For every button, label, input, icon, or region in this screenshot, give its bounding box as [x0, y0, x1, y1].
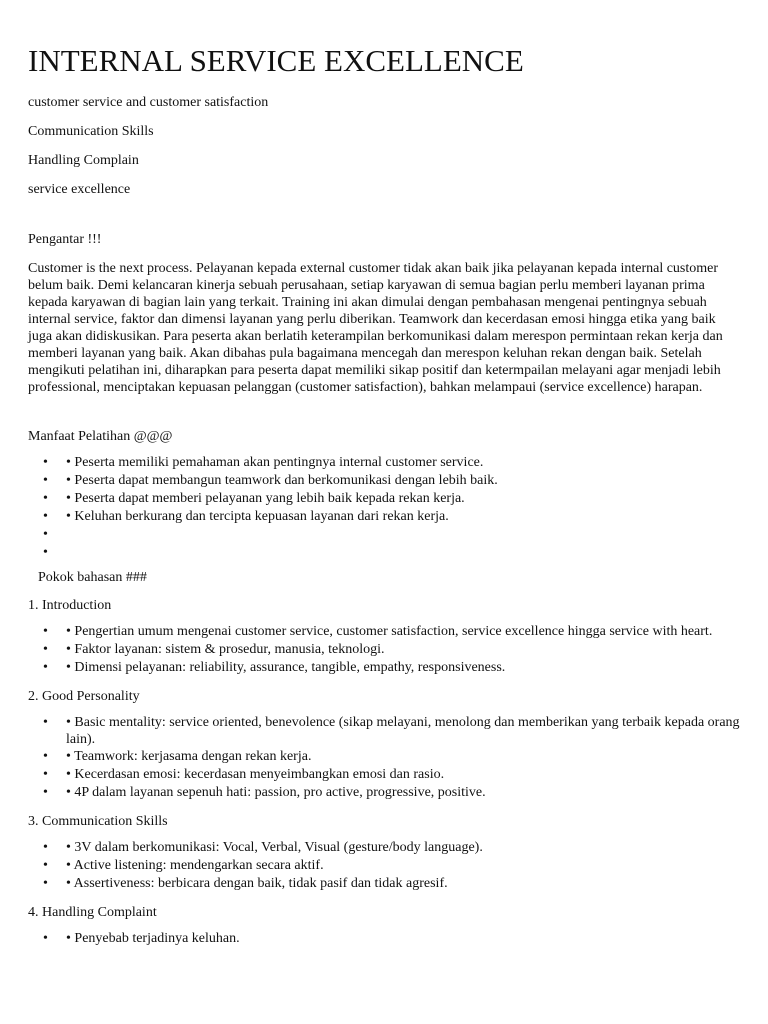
list-item	[28, 472, 740, 490]
bullet-icon: •	[43, 876, 48, 891]
section-title-communication-skills: 3. Communication Skills	[28, 814, 168, 829]
list-item	[28, 784, 740, 802]
list-item	[28, 526, 740, 544]
list-item	[28, 748, 740, 766]
list-item-text: • Assertiveness: berbicara dengan baik, tidak pasif dan tidak agresif.	[66, 876, 448, 891]
intro-heading: Pengantar !!!	[28, 232, 102, 247]
manfaat-heading: Manfaat Pelatihan @@@	[28, 429, 173, 444]
bullet-icon: •	[43, 624, 48, 639]
list-item-text: • Pengertian umum mengenai customer service, customer satisfaction, service excellence hingga service with heart.	[66, 624, 713, 639]
section-title-introduction: 1. Introduction	[28, 598, 112, 613]
list-item	[28, 641, 740, 659]
bullet-icon: •	[43, 715, 48, 730]
section-list-good-personality	[28, 714, 740, 802]
manfaat-list	[28, 454, 740, 562]
list-item	[28, 623, 740, 641]
bullet-icon: •	[43, 660, 48, 675]
list-item	[28, 857, 740, 875]
bullet-icon: •	[43, 642, 48, 657]
list-item-text: • 4P dalam layanan sepenuh hati: passion, pro active, progressive, positive.	[66, 785, 486, 800]
bullet-icon: •	[43, 491, 48, 506]
list-item	[28, 544, 740, 562]
intro-paragraph: Customer is the next process. Pelayanan kepada external customer tidak akan baik jika pelayanan kepada internal customer belum baik. Demi kelancaran kinerja sebuah perusahaan, setiap karyawan di semua bagian perlu memberi layanan prima kepada karyawan di bagian lain yang terkait. Training ini akan dimulai dengan pembahasan mengenai pentingnya sebuah internal service, faktor dan dimensi layanan yang perlu diberikan. Teamwork dan kecerdasan emosi hingga etika yang baik juga akan didiskusikan. Para peserta akan berlatih keterampilan berkomunikasi dalam merespon permintaan rekan kerja dan memberi layanan yang baik. Akan dibahas pula bagaimana mencegah dan merespon keluhan rekan dengan baik. Setelah mengikuti pelatihan ini, diharapkan para peserta dapat memiliki sikap positif dan ketermpailan melayani agar menjadi lebih professional, menciptakan kepuasan pelanggan (customer satisfaction), bahkan melampaui (service excellence) harapan.	[28, 261, 723, 395]
list-item	[28, 839, 740, 857]
list-item	[28, 766, 740, 784]
section-list-communication-skills	[28, 839, 740, 893]
bullet-icon: •	[43, 858, 48, 873]
list-item	[28, 508, 740, 526]
list-item-text: • Faktor layanan: sistem & prosedur, manusia, teknologi.	[66, 642, 385, 657]
section-title-handling-complaint: 4. Handling Complaint	[28, 905, 157, 920]
list-item-text: • Active listening: mendengarkan secara aktif.	[66, 858, 324, 873]
bullet-icon: •	[43, 455, 48, 470]
list-item	[28, 490, 740, 508]
list-item	[28, 659, 740, 677]
page-title: INTERNAL SERVICE EXCELLENCE	[28, 43, 524, 78]
list-item-text: • Penyebab terjadinya keluhan.	[66, 931, 240, 946]
pokok-heading: Pokok bahasan ###	[38, 570, 147, 585]
list-item-text: • Keluhan berkurang dan tercipta kepuasan layanan dari rekan kerja.	[66, 509, 449, 524]
list-item	[28, 930, 740, 948]
subtitle-2: Communication Skills	[28, 124, 154, 139]
list-item-text: • 3V dalam berkomunikasi: Vocal, Verbal, Visual (gesture/body language).	[66, 840, 483, 855]
list-item-text: • Peserta memiliki pemahaman akan pentingnya internal customer service.	[66, 455, 484, 470]
subtitle-3: Handling Complain	[28, 153, 139, 168]
bullet-icon: •	[43, 509, 48, 524]
bullet-icon: •	[43, 545, 48, 560]
list-item	[28, 875, 740, 893]
list-item-text: • Kecerdasan emosi: kecerdasan menyeimbangkan emosi dan rasio.	[66, 767, 445, 782]
bullet-icon: •	[43, 931, 48, 946]
bullet-icon: •	[43, 785, 48, 800]
list-item	[28, 714, 740, 748]
section-list-introduction	[28, 623, 740, 677]
list-item-text: • Basic mentality: service oriented, benevolence (sikap melayani, menolong dan memberikan yang terbaik kepada orang lain).	[66, 715, 740, 747]
bullet-icon: •	[43, 527, 48, 542]
bullet-icon: •	[43, 749, 48, 764]
subtitle-4: service excellence	[28, 182, 131, 197]
section-list-handling-complaint	[28, 930, 740, 948]
subtitle-1: customer service and customer satisfaction	[28, 95, 269, 110]
list-item-text: • Teamwork: kerjasama dengan rekan kerja.	[66, 749, 312, 764]
list-item	[28, 454, 740, 472]
list-item-text: • Peserta dapat membangun teamwork dan berkomunikasi dengan lebih baik.	[66, 473, 498, 488]
section-title-good-personality: 2. Good Personality	[28, 689, 140, 704]
list-item-text: • Peserta dapat memberi pelayanan yang lebih baik kepada rekan kerja.	[66, 491, 465, 506]
list-item-text: • Dimensi pelayanan: reliability, assurance, tangible, empathy, responsiveness.	[66, 660, 506, 675]
bullet-icon: •	[43, 840, 48, 855]
bullet-icon: •	[43, 767, 48, 782]
bullet-icon: •	[43, 473, 48, 488]
